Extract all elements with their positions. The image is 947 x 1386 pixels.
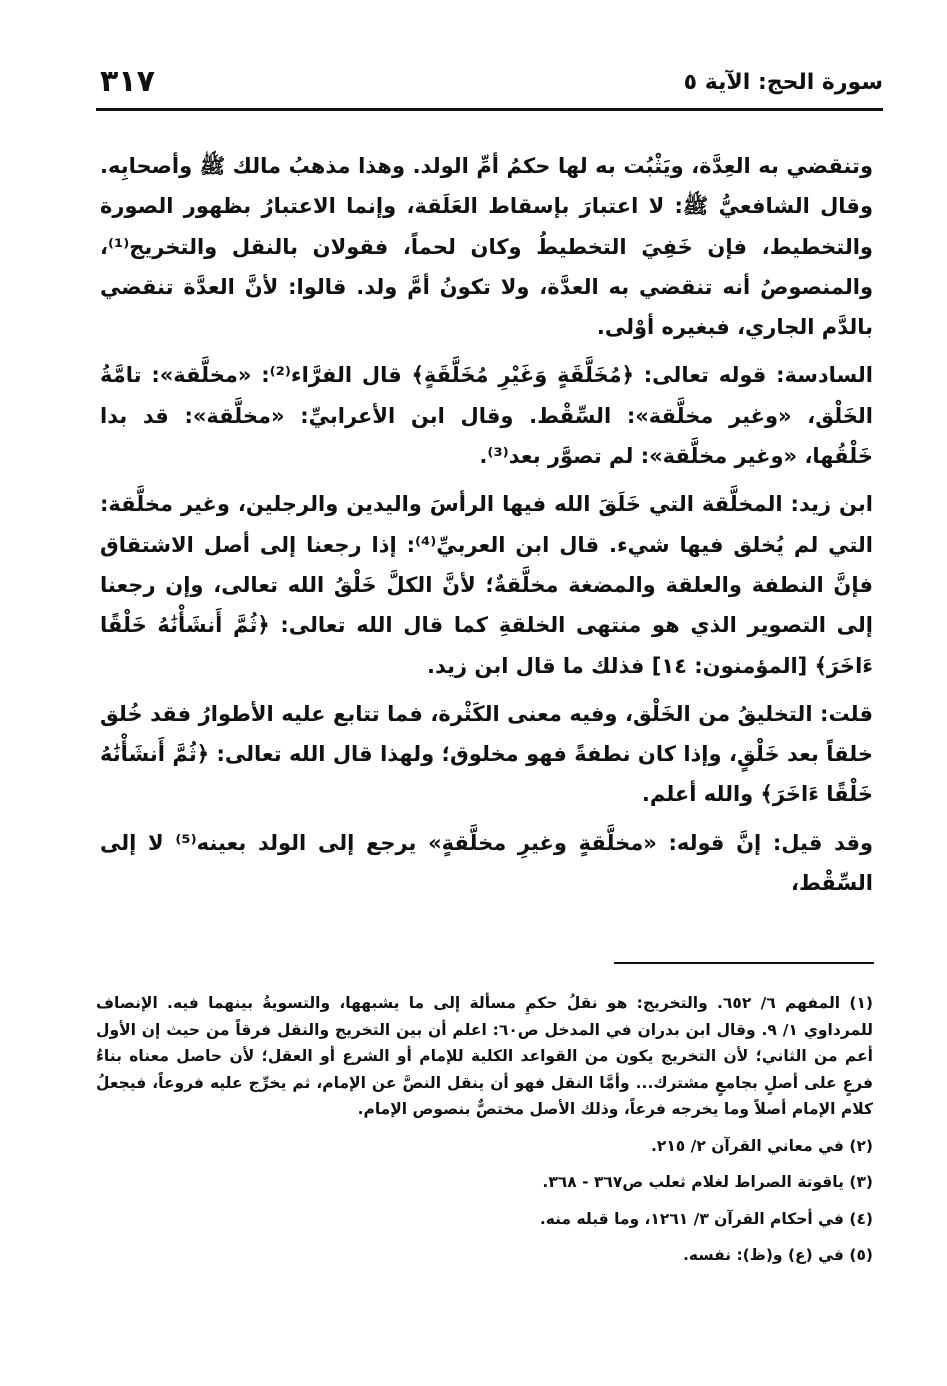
footnote: (٥) في (ع) و(ظ): نفسه.: [683, 1246, 873, 1264]
footnote: (٤) في أحكام القرآن ٣/ ١٢٦١، وما قبله منه.: [539, 1209, 873, 1228]
running-header: [96, 62, 883, 110]
main-text: [100, 146, 873, 903]
paragraph: قلت: التخليقُ من الخَلْق، وفيه معنى الكَثْرة، فما تتابع عليه الأطوارُ فقد خُلق خلقاً بعد خَلْقٍ، وإذا كان نطفةً فهو مخلوق؛ ولهذا قال الله تعالى: ﴿ثُمَّ أَنشَأْنَٰهُ خَلْقًا ءَاخَرَ﴾ والله أعلم.: [100, 701, 873, 807]
header-rule: [96, 108, 883, 111]
footnote-separator: [614, 962, 874, 964]
paragraph: وتنقضي به العِدَّة، ويَثْبُت به لها حكمُ أمِّ الولد. وهذا مذهبُ مالك ﷺ وأصحابِه. وقال الشافعيُّ ﷺ: لا اعتبارَ بإسقاط العَلَقة، وإنما الاعتبارُ بظهور الصورة والتخطيط، فإن خَفِيَ التخطيطُ وكان لحماً، فقولان بالنقل والتخريج⁽¹⁾، والمنصوصُ أنه تنقضي به العدَّة، ولا تكونُ أمَّ ولد. قالوا: لأنَّ العدَّة تنقضي بالدَّم الجاري، فبغيره أوْلى.: [100, 154, 873, 340]
paragraph: وقد قيل: إنَّ قوله: «مخلَّقةٍ وغيرِ مخلَّقةٍ» يرجع إلى الولد بعينه⁽⁵⁾ لا إلى السِّقْط،: [100, 830, 874, 896]
footnote: (١) المفهم ٦/ ٦٥٢. والتخريج: هو نقلُ حكمِ مسألة إلى ما يشبهها، والتسويةُ بينهما فيه. الإنصاف للمرداوي ١/ ٩. وقال ابن بدران في المدخل ص٦٠: اعلم أن بين التخريج والنقل فرقاً من حيث إن الأول أعم من الثاني؛ لأن التخريج يكون من القواعد الكلية للإمام أو الشرع أو العقل؛ لأن حاصل معناه بناءُ فرعٍ على أصلٍ بجامعٍ مشترك... وأمَّا النقل فهو أن ينقل النصَّ عن الإمام، ثم يخرِّج عليه فروعاً، فيجعلُ كلام الإمام أصلاً وما يخرجه فرعاً، وذلك الأصل مختصٌّ بنصوص الإمام.: [96, 994, 874, 1118]
page-number: ٣١٧: [100, 64, 155, 99]
footnote: (٢) في معاني القرآن ٢/ ٢١٥.: [650, 1136, 873, 1155]
paragraph: ابن زيد: المخلَّقة التي خَلَقَ الله فيها الرأسَ واليدين والرجلين، وغير مخلَّقة: التي لم يُخلق فيها شيء. قال ابن العربيِّ⁽⁴⁾: إذا رجعنا إلى أصل الاشتقاق فإنَّ النطفة والعلقة والمضغة مخلَّقةٌ؛ لأنَّ الكلَّ خَلْقُ الله تعالى، وإن رجعنا إلى التصوير الذي هو منتهى الخلقةِ كما قال الله تعالى: ﴿ثُمَّ أَنشَأْنَٰهُ خَلْقًا ءَاخَرَ﴾ [المؤمنون: ١٤] فذلك ما قال ابن زيد.: [100, 492, 874, 678]
footnote: (٣) ياقوتة الصراط لغلام ثعلب ص٣٦٧ - ٣٦٨.: [542, 1173, 873, 1191]
paragraph: السادسة: قوله تعالى: ﴿مُخَلَّقَةٍ وَغَيْرِ مُخَلَّقَةٍ﴾ قال الفرَّاء⁽²⁾: «مخلَّقة»: تامَّةُ الخَلْق، «وغير مخلَّقة»: السِّقْط. وقال ابن الأعرابيِّ: «مخلَّقة»: قد بدا خَلْقُها، «وغير مخلَّقة»: لم تصوَّر بعد⁽³⁾.: [100, 363, 873, 469]
footnotes: [96, 990, 873, 1269]
running-title: سورة الحج: الآية ٥: [683, 70, 883, 95]
